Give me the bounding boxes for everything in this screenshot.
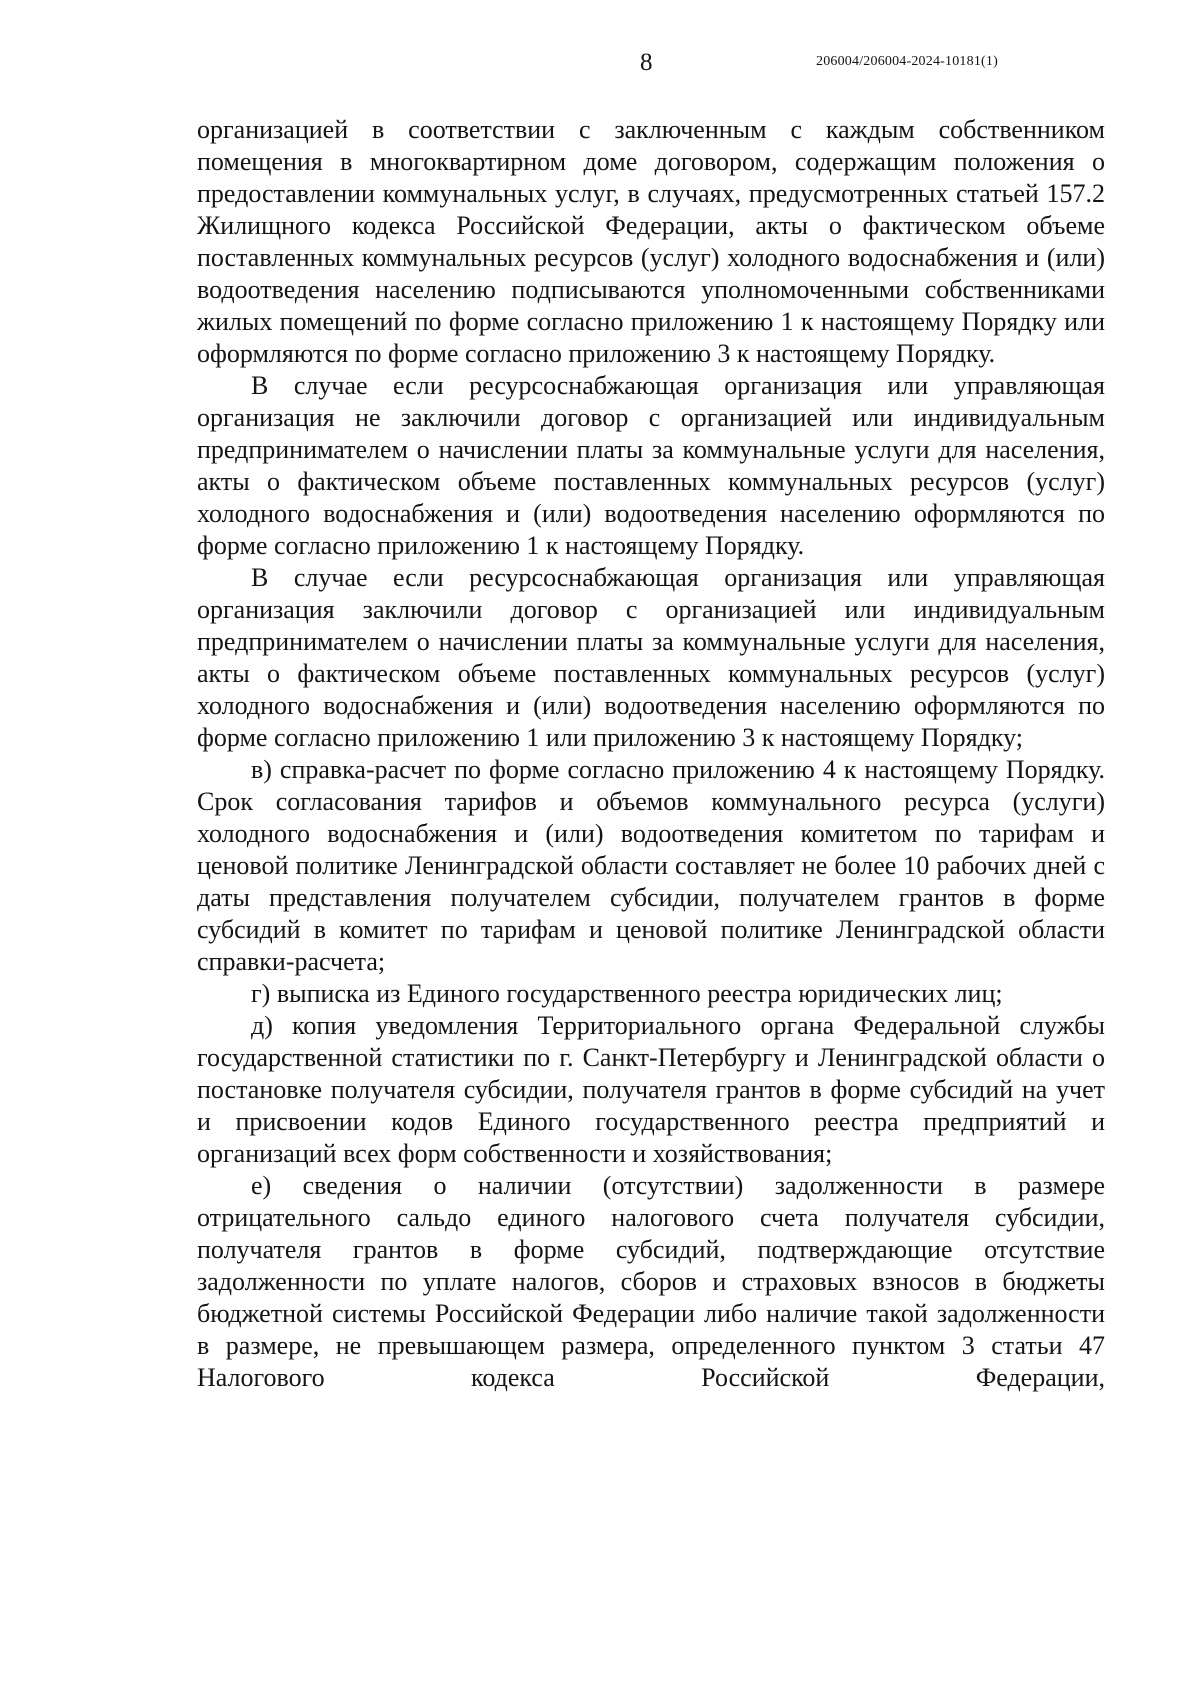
paragraph-with-contract: В случае если ресурсоснабжающая организация или управляющая организация заключили договор с организацией или индивидуальным предпринимателем о начислении платы за коммунальные услуги для населения, акты о фактическом объеме поставленных коммунальных ресурсов (услуг) холодного водоснабжения и (или) водоотведения населению оформляются по форме согласно приложению 1 или приложению 3 к настоящему Порядку; (197, 563, 1105, 752)
document-reference: 206004/206004-2024-10181(1) (816, 54, 998, 69)
page-number: 8 (640, 49, 653, 76)
paragraph-continued: организацией в соответствии с заключенным с каждым собственником помещения в многоквартирном доме договором, содержащим положения о предоставлении коммунальных услуг, в случаях, предусмотренных статьей 157.2 Жилищного кодекса Российской Федерации, акты о фактическом объеме поставленных коммунальных ресурсов (услуг) холодного водоснабжения и (или) водоотведения населению подписываются уполномоченными собственниками жилых помещений по форме согласно приложению 1 к настоящему Порядку или оформляются по форме согласно приложению 3 к настоящему Порядку. (197, 115, 1105, 368)
paragraph-item-e: е) сведения о наличии (отсутствии) задолженности в размере отрицательного сальдо единого налогового счета получателя субсидии, получателя грантов в форме субсидий, подтверждающие отсутствие задолженности по уплате налогов, сборов и страховых взносов в бюджеты бюджетной системы Российской Федерации либо наличие такой задолженности в размере, не превышающем размера, определенного пунктом 3 статьи 47 Налогового кодекса Российской Федерации, (197, 1171, 1105, 1392)
paragraph-item-v: в) справка-расчет по форме согласно приложению 4 к настоящему Порядку. Срок согласования тарифов и объемов коммунального ресурса (услуги) холодного водоснабжения и (или) водоотведения комитетом по тарифам и ценовой политике Ленинградской области составляет не более 10 рабочих дней с даты представления получателем субсидии, получателем грантов в форме субсидий в комитет по тарифам и ценовой политике Ленинградской области справки-расчета; (197, 755, 1105, 976)
paragraph-item-d: д) копия уведомления Территориального органа Федеральной службы государственной статистики по г. Санкт-Петербургу и Ленинградской области о постановке получателя субсидии, получателя грантов в форме субсидий на учет и присвоении кодов Единого государственного реестра предприятий и организаций всех форм собственности и хозяйствования; (197, 1011, 1105, 1168)
document-body (197, 114, 1105, 1394)
paragraph-no-contract: В случае если ресурсоснабжающая организация или управляющая организация не заключили договор с организацией или индивидуальным предпринимателем о начислении платы за коммунальные услуги для населения, акты о фактическом объеме поставленных коммунальных ресурсов (услуг) холодного водоснабжения и (или) водоотведения населению оформляются по форме согласно приложению 1 к настоящему Порядку. (197, 371, 1105, 560)
paragraph-item-g: г) выписка из Единого государственного реестра юридических лиц; (251, 979, 1003, 1008)
